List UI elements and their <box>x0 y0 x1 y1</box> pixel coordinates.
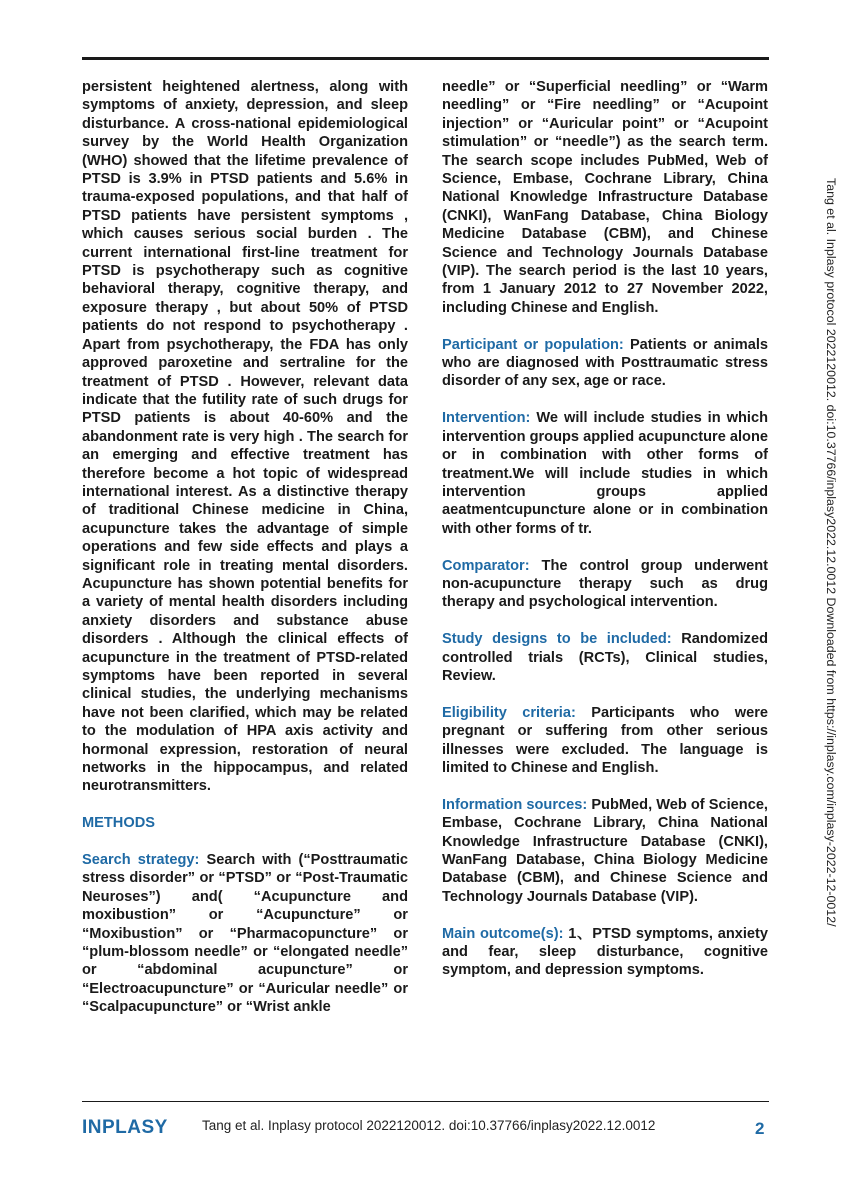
search-strategy-paragraph <box>82 851 408 1017</box>
methods-heading: METHODS <box>82 815 155 832</box>
main-outcome-paragraph <box>442 925 768 980</box>
footer-brand-logo: INPLASY <box>82 1117 168 1138</box>
information-sources-paragraph <box>442 796 768 906</box>
eligibility-text: Participants who were pregnant or suffering from other serious illnesses were excluded. The language is limited to Chinese and English. <box>442 704 768 776</box>
intervention-paragraph <box>442 409 768 538</box>
comparator-text: The control group underwent non-acupuncture therapy such as drug therapy and psychological intervention. <box>442 557 768 611</box>
eligibility-paragraph <box>442 704 768 778</box>
search-strategy-text: Search with (“Posttraumatic stress disorder” or “PTSD” or “Post-Traumatic Neuroses”) and( “Acupuncture and moxibustion” or “Acupuncture” or “Moxibustion” or “Pharmacopuncture” or “plum-blossom needle” or “elongated needle” or “abdominal acupuncture” or “Electroacupuncture” or “Auricular needle” or “Scalpacupuncture” or “Wrist ankle <box>82 852 408 1016</box>
intro-paragraph: persistent heightened alertness, along with symptoms of anxiety, depression, and sleep disturbance. A cross-national epidemiological survey by the World Health Organization (WHO) showed that the lifetime prevalence of PTSD is 3.9% in PTSD patients and 5.6% in trauma-exposed populations, and that half of PTSD patients have persistent symptoms , which causes serious social burden . The current international first-line treatment for PTSD is psychotherapy such as cognitive behavioral therapy, cognitive therapy, and exposure therapy , but about 50% of PTSD patients do not respond to psychotherapy . Apart from psychotherapy, the FDA has only approved paroxetine and sertraline for the treatment of PTSD . However, relevant data indicate that the futility rate of such drugs for PTSD patients is about 40-60% and the abandonment rate is very high . The search for an emerging and effective treatment has therefore become a hot topic of widespread international interest. As a distinctive therapy of traditional Chinese medicine in China, acupuncture takes the advantage of simple operations and few side effects and plays a significant role in treating mental disorders. Acupuncture has shown potential benefits for a variety of mental health disorders including anxiety disorders and substance abuse disorders . Although the clinical effects of acupuncture in the treatment of PTSD-related symptoms have been reported in several clinical studies, the underlying mechanisms have not been clarified, which may be related to the modulation of HPA axis activity and hormonal expression, restoration of neural networks in the hippocampus, and related neurotransmitters. <box>82 79 408 795</box>
bottom-rule <box>82 1101 769 1102</box>
participant-label: Participant or population: <box>442 336 624 353</box>
information-sources-label: Information sources: <box>442 796 588 813</box>
study-designs-paragraph <box>442 630 768 685</box>
intervention-label: Intervention: <box>442 410 531 427</box>
top-rule <box>82 57 769 60</box>
page-number: 2 <box>755 1119 765 1138</box>
right-column <box>442 78 768 980</box>
comparator-label: Comparator: <box>442 557 530 574</box>
study-designs-label: Study designs to be included: <box>442 631 672 648</box>
participant-text: Patients or animals who are diagnosed with Posttraumatic stress disorder of any sex, age or race. <box>442 336 768 390</box>
intervention-text: We will include studies in which intervention groups applied acupuncture alone or in combination with other forms of treatment.We will include studies in which intervention groups applied aeatmentcupuncture alone or in combination with other forms of tr. <box>442 410 768 537</box>
side-download-note: Tang et al. Inplasy protocol 2022120012. doi:10.37766/inplasy2022.12.0012 Downloaded from https://inplasy.com/inplasy-2022-12-0012/ <box>824 178 838 927</box>
search-strategy-label: Search strategy: <box>82 852 200 869</box>
information-sources-text: PubMed, Web of Science, Embase, Cochrane Library, China National Knowledge Infrastructure Database (CNKI), WanFang Database, China Biology Medicine Database (CBM), and Chinese Science and Technology Journals Database (VIP). <box>442 796 768 905</box>
eligibility-label: Eligibility criteria: <box>442 704 576 721</box>
study-designs-text: Randomized controlled trials (RCTs), Clinical studies, Review. <box>442 631 769 684</box>
main-outcome-label: Main outcome(s): <box>442 925 564 942</box>
participant-paragraph <box>442 336 768 391</box>
left-column <box>82 78 408 1017</box>
search-strategy-continued: needle” or “Superficial needling” or “Warm needling” or “Fire needling” or “Acupoint injection” or “Auricular point” or “Acupoint stimulation” or “needle”) as the search term. The search scope includes PubMed, Web of Science, Embase, Cochrane Library, China National Knowledge Infrastructure Database (CNKI), WanFang Database, China Biology Medicine Database (CBM), and Chinese Science and Technology Journals Database (VIP). The search period is the last 10 years, from 1 January 2012 to 27 November 2022, including Chinese and English. <box>442 79 768 316</box>
footer-citation: Tang et al. Inplasy protocol 2022120012. doi:10.37766/inplasy2022.12.0012 <box>202 1118 656 1133</box>
comparator-paragraph <box>442 557 768 612</box>
main-outcome-text: 1、PTSD symptoms, anxiety and fear, sleep disturbance, cognitive symptom, and depression symptoms. <box>442 925 768 979</box>
